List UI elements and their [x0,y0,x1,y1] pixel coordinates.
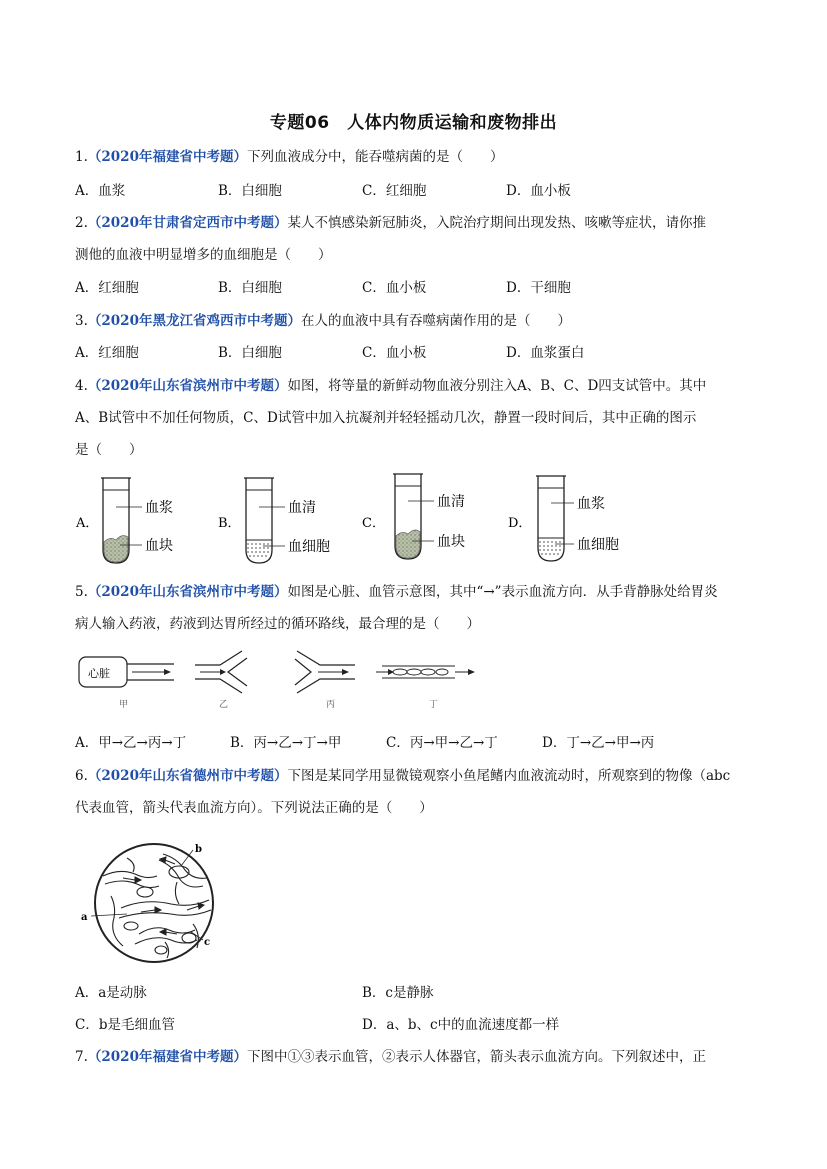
option-a: A．红细胞 [75,345,139,361]
tube-letter: D． [508,516,532,531]
question-source: （2020年山东省滨州市中考题） [87,584,288,600]
question-text: 如图，将等量的新鲜动物血液分别注入A、B、C、D四支试管中。其中 [287,378,707,394]
tube-d [508,476,619,561]
question-text: 在人的血液中具有吞噬病菌作用的是（ ） [300,313,571,329]
diagram-label: 甲 [119,700,129,710]
question-text: 下图是某同学用显微镜观察小鱼尾鳍内血液流动时，所观察到的物像（abc [287,768,731,784]
diagram-bing [295,651,355,710]
question-source: （2020年山东省德州市中考题） [87,768,288,784]
option-d: D．a、b、c中的血流速度都一样 [362,1017,560,1033]
option-b: B．丙→乙→丁→甲 [230,735,342,751]
question-text-cont: 病人输入药液，药液到达胃所经过的循环路线，最合理的是（ ） [75,616,480,632]
question-number: 6. [75,768,88,784]
tube-bottom-label: 血块 [437,534,465,550]
option-c: C．血小板 [362,345,427,361]
option-b: B．白细胞 [218,183,282,199]
question-number: 3. [75,313,88,329]
page-title: 专题06 人体内物质运输和废物排出 [269,113,558,133]
tube-c [362,474,465,559]
microscope-figure [75,838,235,968]
question-number: 2. [75,215,88,231]
tube-bottom-label: 血块 [145,538,173,554]
vessel-diagram [70,645,490,715]
tube-letter: A． [76,516,99,531]
diagram-label: 丙 [326,700,336,710]
question-text-cont: 代表血管，箭头代表血流方向）。下列说法正确的是（ ） [75,800,433,816]
diagram-ding [376,666,475,710]
question-text-cont: 是（ ） [75,442,143,458]
question-number: 5. [75,584,88,600]
option-d: D．血小板 [506,183,571,199]
tube-b [218,478,330,563]
test-tube-figure [70,470,670,570]
option-c: C．血小板 [362,280,427,296]
option-b: B．白细胞 [218,280,282,296]
option-a: A．血浆 [75,183,126,199]
tube-top-label: 血浆 [577,496,605,512]
question-number: 7. [75,1049,88,1065]
question-source: （2020年山东省滨州市中考题） [87,378,288,394]
option-d: D．干细胞 [506,280,571,296]
question-source: （2020年甘肃省定西市中考题） [87,215,288,231]
option-b: B．c是静脉 [362,985,434,1001]
question-text: 下图中①③表示血管，②表示人体器官，箭头表示血流方向。下列叙述中，正 [246,1049,706,1065]
option-c: C．b是毛细血管 [75,1017,175,1033]
tube-letter: C． [362,516,385,531]
question-3 [75,311,571,331]
diagram-yi [195,651,247,710]
option-c: C．丙→甲→乙→丁 [386,735,498,751]
question-text: 下列血液成分中，能吞噬病菌的是（ ） [246,149,504,165]
diagram-label: 丁 [429,700,439,710]
question-5 [75,582,718,602]
tube-top-label: 血浆 [145,500,173,516]
heart-label: 心脏 [88,667,110,680]
tube-bottom-label: 血细胞 [288,539,330,555]
question-number: 1. [75,149,88,165]
tube-a [75,478,173,563]
option-c: C．红细胞 [362,183,427,199]
question-number: 4. [75,378,88,394]
tube-top-label: 血清 [288,500,316,516]
option-d: D．丁→乙→甲→丙 [542,735,655,751]
question-text: 如图是心脏、血管示意图，其中“→”表示血流方向．从手背静脉处给胃炎 [287,584,718,600]
question-text-cont: 测他的血液中明显增多的血细胞是（ ） [75,247,332,263]
question-source: （2020年黑龙江省鸡西市中考题） [87,313,301,329]
question-source: （2020年福建省中考题） [87,1049,247,1065]
diagram-label: 乙 [219,700,229,710]
tube-letter: B． [218,516,241,531]
option-d: D．血浆蛋白 [506,345,585,361]
question-1 [75,147,503,167]
tube-top-label: 血清 [437,494,465,510]
option-b: B．白细胞 [218,345,282,361]
question-text: 某人不慎感染新冠肺炎，入院治疗期间出现发热、咳嗽等症状，请你推 [287,215,706,231]
question-source: （2020年福建省中考题） [87,149,247,165]
vessel-label-b: b [195,844,202,855]
option-a: A．甲→乙→丙→丁 [75,735,187,751]
diagram-jia [79,657,174,710]
question-2 [75,213,706,233]
tube-bottom-label: 血细胞 [577,537,619,553]
question-4 [75,376,706,396]
question-7 [75,1047,706,1067]
option-a: A．红细胞 [75,280,139,296]
option-a: A．a是动脉 [75,985,147,1001]
question-text-cont: A、B试管中不加任何物质，C、D试管中加入抗凝剂并轻轻摇动几次，静置一段时间后，其中正确的图示 [75,410,697,426]
question-6 [75,766,730,786]
vessel-label-c: c [204,937,211,948]
vessel-label-a: a [81,912,88,923]
